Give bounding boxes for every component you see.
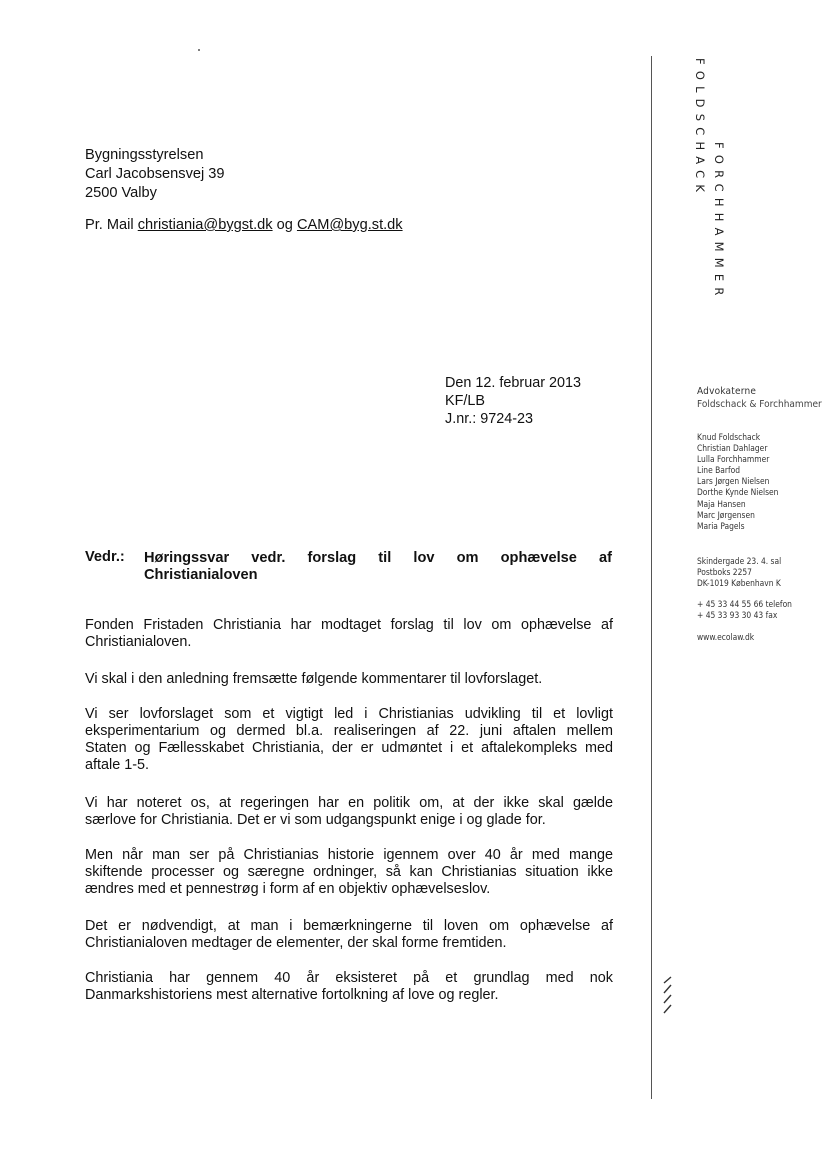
body-paragraph — [85, 706, 613, 774]
journal-number: J.nr.: 9724-23 — [445, 411, 534, 427]
body-line: Vi har noteret os, at regeringen har en politik om, at der ikke skal gælde — [85, 795, 613, 811]
body-line: skiftende processer og særegne ordninger, så kan Christianias situation ikke — [85, 864, 613, 880]
letter-meta — [445, 374, 581, 428]
fax-line: + 45 33 93 30 43 fax — [697, 610, 778, 621]
firm-address-line: DK-1019 København K — [697, 578, 781, 589]
letter-initials: KF/LB — [445, 393, 485, 409]
body-line: eksperimentarium og dermed bl.a. realiseringen af 22. juni aftalen mellem — [85, 723, 613, 739]
partner-name: Maja Hansen — [697, 498, 746, 509]
partner-name: Knud Foldschack — [697, 432, 761, 442]
body-paragraph — [85, 671, 613, 688]
partner-name: Maria Pagels — [697, 520, 745, 531]
partner-list — [697, 432, 778, 532]
mail-prefix: Pr. Mail — [85, 217, 138, 233]
body-line: ændres med et pennestrøg i form af en objektiv ophævelseslov. — [85, 881, 491, 897]
body-line: særlove for Christiania. Det er vi som udgangspunkt enige i og glade for. — [85, 812, 546, 828]
body-paragraph — [85, 918, 613, 952]
firm-address — [697, 556, 781, 589]
body-line: Christianialoven. — [85, 634, 192, 650]
body-line: Staten og Fællesskabet Christiania, der er udmøntet i et aftalekompleks med — [85, 740, 613, 756]
subject-line-1: Høringssvar vedr. forslag til lov om ophævelse af — [144, 550, 612, 566]
firm-phones — [697, 599, 792, 621]
recipient-city: 2500 Valby — [85, 185, 157, 201]
partner-name: Lars Jørgen Nielsen — [697, 476, 770, 487]
mail-line — [85, 217, 403, 233]
body-paragraph — [85, 847, 613, 898]
body-line: Det er nødvendigt, at man i bemærkningerne til loven om ophævelse af — [85, 918, 613, 934]
logo-forchhammer: FORCHHAMMER — [712, 142, 726, 302]
partner-name: Lulla Forchhammer — [697, 454, 770, 465]
body-line: Christianialoven medtager de elementer, der skal forme fremtiden. — [85, 935, 507, 951]
firm-address-line: Postboks 2257 — [697, 567, 752, 578]
firm-title: Advokaterne — [697, 386, 757, 397]
email-link-cam[interactable]: CAM@byg.st.dk — [296, 217, 403, 233]
body-line: Vi ser lovforslaget som et vigtigt led i Christianias udvikling til et lovligt — [85, 706, 613, 722]
body-line: Christiania har gennem 40 år eksisteret på et grundlag med nok — [85, 970, 613, 986]
partner-name: Line Barfod — [697, 465, 741, 476]
partner-name: Marc Jørgensen — [697, 509, 755, 520]
firm-website: www.ecolaw.dk — [697, 632, 755, 642]
recipient-street: Carl Jacobsensvej 39 — [85, 166, 225, 182]
partner-name: Dorthe Kynde Nielsen — [697, 487, 779, 498]
body-line: Vi skal i den anledning fremsætte følgende kommentarer til lovforslaget. — [85, 671, 543, 687]
margin-rule — [651, 56, 652, 1099]
body-paragraph — [85, 617, 613, 651]
body-paragraph — [85, 970, 613, 1004]
subject-label: Vedr.: — [85, 549, 125, 565]
subject-line-2: Christianialoven — [144, 567, 258, 583]
recipient-address — [85, 146, 225, 203]
firm-name: Foldschack & Forchhammer — [697, 399, 822, 410]
recipient-name: Bygningsstyrelsen — [85, 147, 204, 163]
logo-foldschack: FOLDSCHACK — [693, 58, 707, 199]
fold-mark-icon — [662, 975, 674, 1015]
phone-line: + 45 33 44 55 66 telefon — [697, 599, 792, 609]
body-line: aftale 1-5. — [85, 757, 149, 773]
partner-name: Christian Dahlager — [697, 443, 768, 454]
body-paragraph — [85, 795, 613, 829]
body-line: Men når man ser på Christianias historie igennem over 40 år med mange — [85, 847, 613, 863]
mail-joiner: og — [272, 217, 297, 233]
letter-date: Den 12. februar 2013 — [445, 375, 582, 391]
email-link-bygst[interactable]: christiania@bygst.dk — [137, 217, 273, 233]
body-line: Fonden Fristaden Christiania har modtaget forslag til lov om ophævelse af — [85, 617, 613, 633]
scan-speck — [198, 49, 200, 51]
firm-address-line: Skindergade 23. 4. sal — [697, 556, 782, 566]
body-line: Danmarkshistoriens mest alternative fortolkning af love og regler. — [85, 987, 499, 1003]
